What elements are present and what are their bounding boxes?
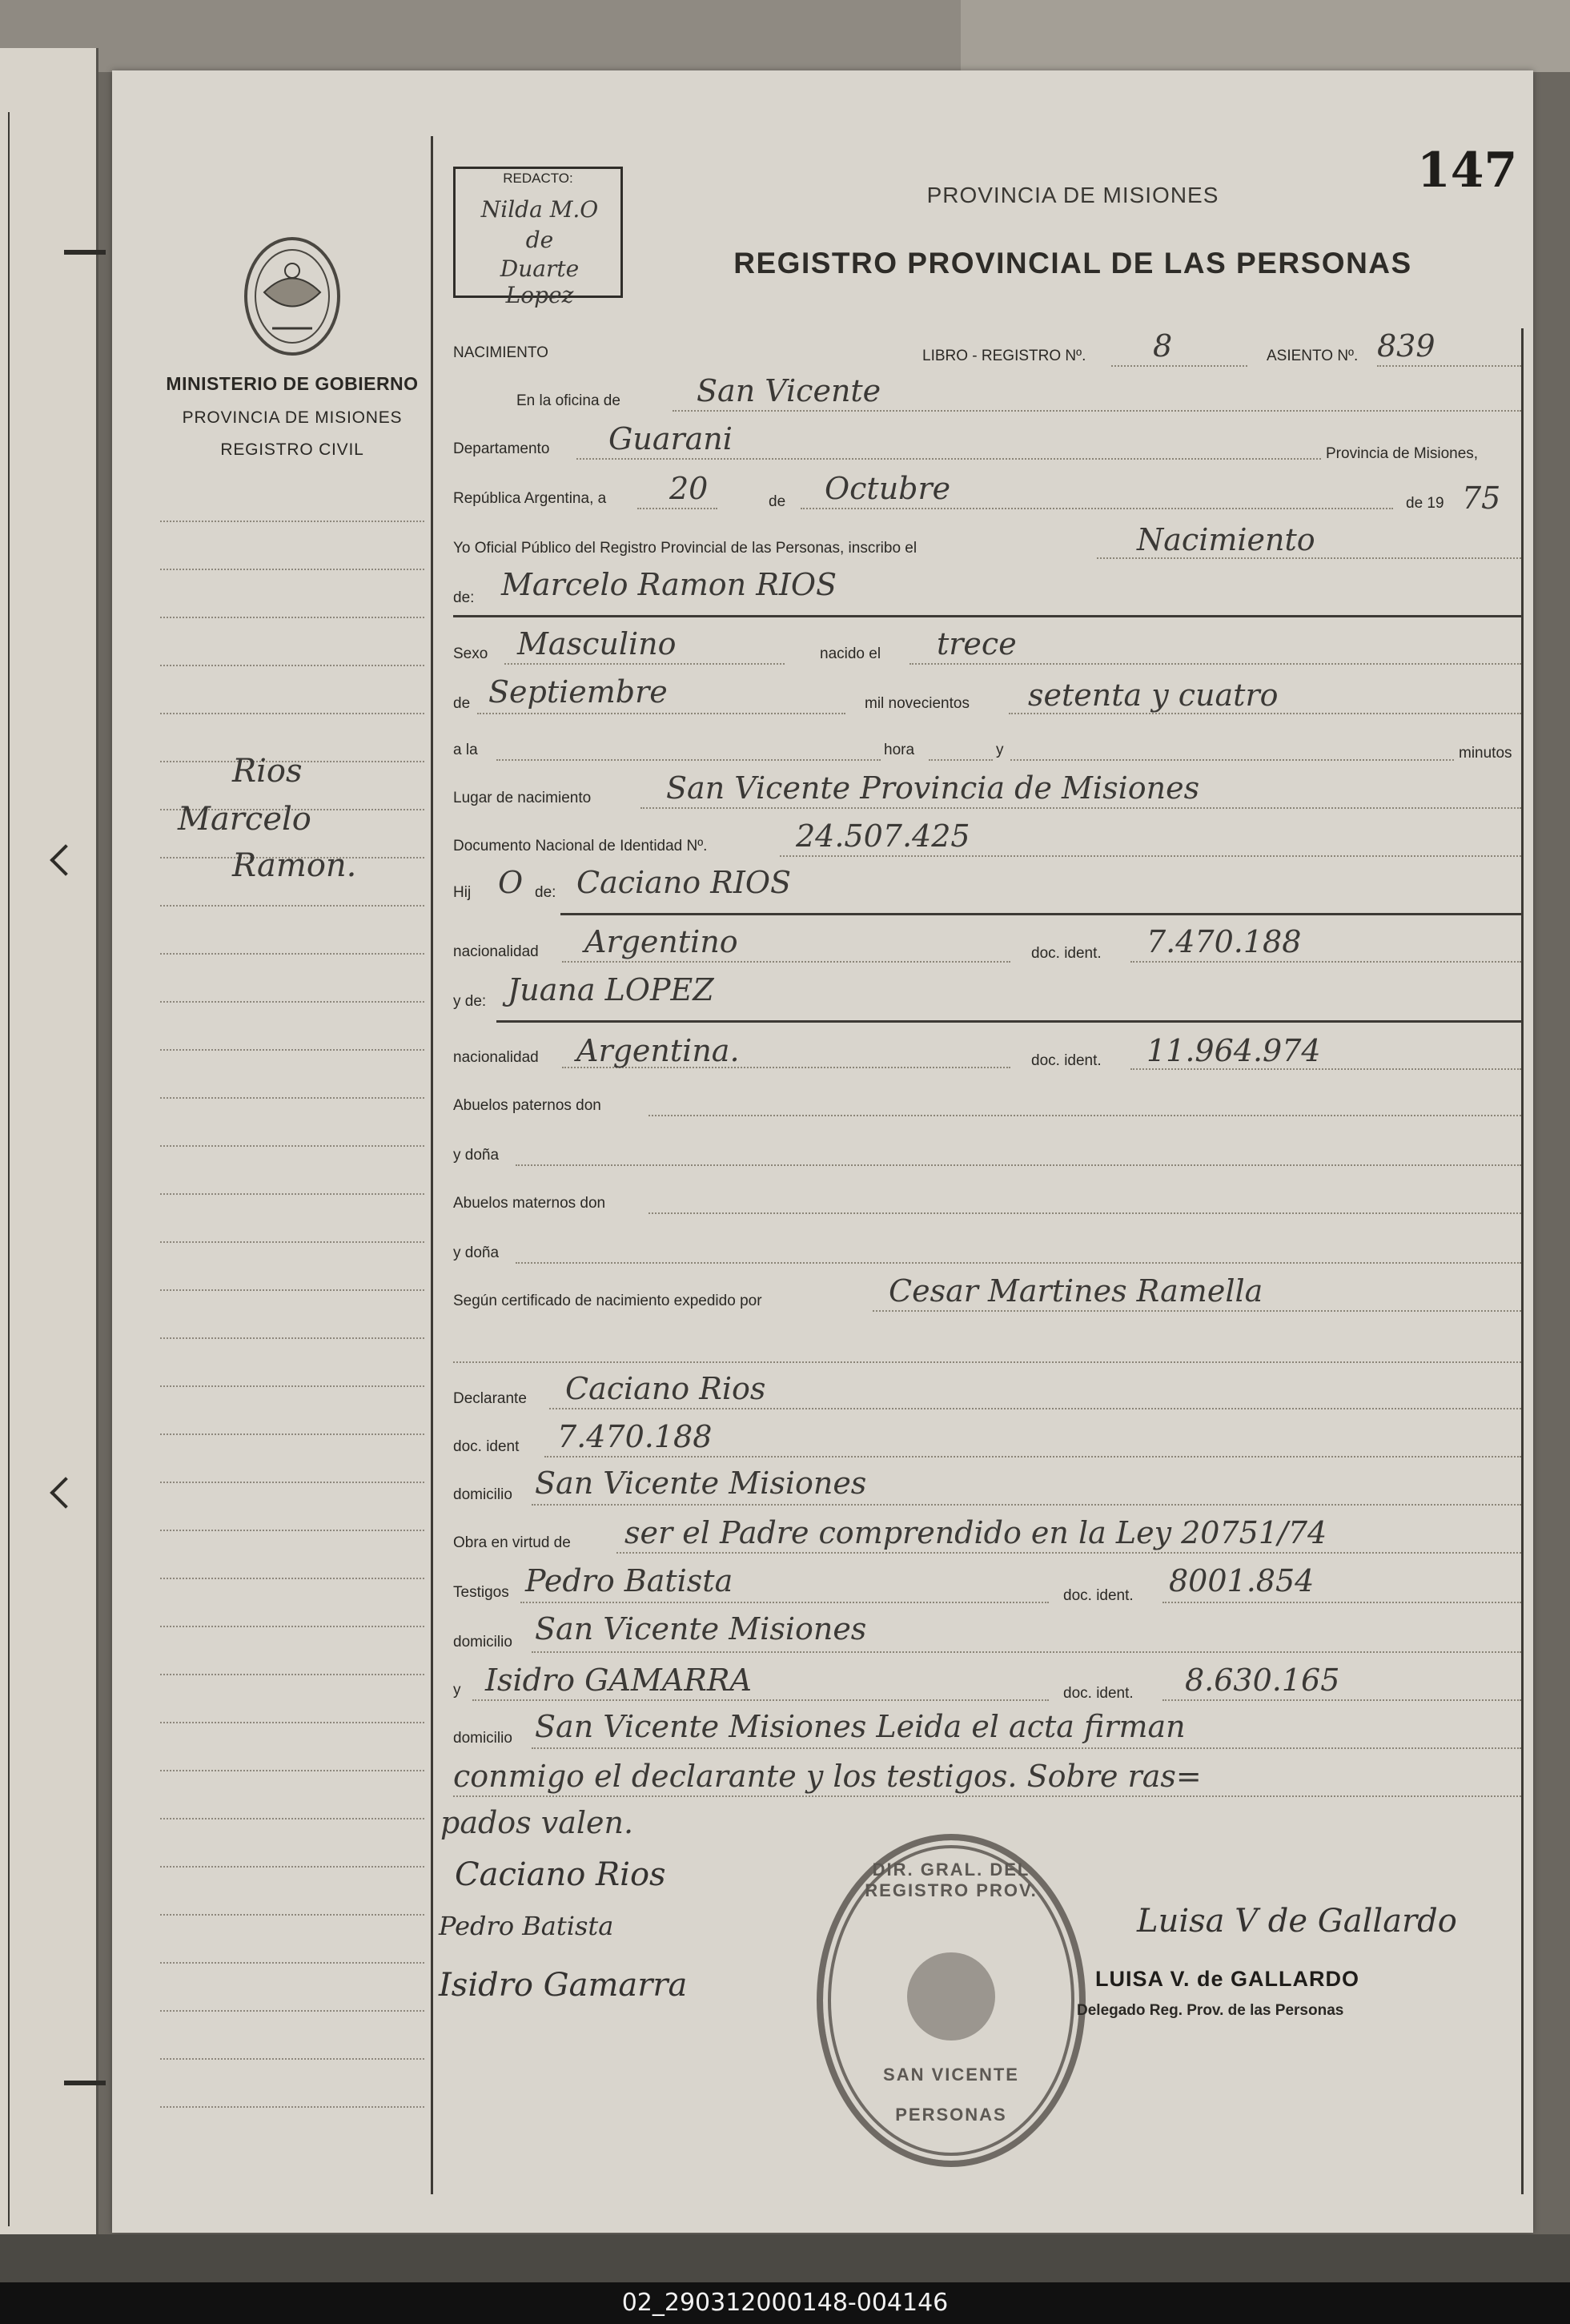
testigo2-dom-label: domicilio xyxy=(453,1730,512,1747)
margin-dotted-line xyxy=(160,2106,424,2108)
lugar-label: Lugar de nacimiento xyxy=(453,790,592,806)
anio-value: 75 xyxy=(1462,480,1501,516)
dotted-fill-line xyxy=(780,855,1521,857)
signature-testigo-1: Pedro Batista xyxy=(439,1911,614,1941)
section-rule xyxy=(453,615,1521,617)
testigo2-value: Isidro GAMARRA xyxy=(485,1663,752,1698)
section-rule xyxy=(496,1020,1521,1023)
oficina-value: San Vicente xyxy=(697,373,881,408)
hij-label: Hij xyxy=(453,884,472,901)
margin-dotted-line xyxy=(160,713,424,714)
cierre-line-1: conmigo el declarante y los testigos. Sobre ras= xyxy=(453,1759,1202,1794)
dia-value: 20 xyxy=(669,471,709,506)
anio-nac-value: setenta y cuatro xyxy=(1028,677,1279,713)
dotted-fill-line xyxy=(1009,713,1521,714)
dotted-fill-line xyxy=(1111,365,1247,367)
margin-dotted-line xyxy=(160,1482,424,1483)
margin-dotted-line xyxy=(160,1289,424,1291)
page-number: 147 xyxy=(1417,143,1518,199)
certificado-label: Según certificado de nacimiento expedido por xyxy=(453,1293,762,1309)
binder-ring-bottom xyxy=(64,2081,106,2085)
abuelos-paternos-label: Abuelos paternos don xyxy=(453,1097,601,1114)
margin-dotted-line xyxy=(160,2058,424,2060)
padre-nac-label: nacionalidad xyxy=(453,943,539,960)
margin-dotted-line xyxy=(160,1818,424,1819)
signature-testigo-2: Isidro Gamarra xyxy=(439,1967,688,2004)
dotted-fill-line xyxy=(516,1262,1521,1264)
signature-declarante: Caciano Rios xyxy=(455,1856,666,1893)
margin-dotted-line xyxy=(160,1241,424,1243)
lugar-value: San Vicente Provincia de Misiones xyxy=(666,770,1200,806)
margin-dotted-line xyxy=(160,1433,424,1435)
margin-dotted-line xyxy=(160,521,424,522)
dotted-fill-line xyxy=(616,1552,1521,1554)
cierre-line-2: pados valen. xyxy=(440,1805,634,1840)
province-heading: PROVINCIA DE MISIONES xyxy=(926,183,1219,207)
margin-dotted-line xyxy=(160,1770,424,1771)
padre-value: Caciano RIOS xyxy=(576,865,792,900)
dotted-fill-line xyxy=(516,1164,1521,1166)
sexo-value: Masculino xyxy=(517,626,677,661)
hora-label: hora xyxy=(884,742,915,758)
obra-value: ser el Padre comprendido en la Ley 20751/74 xyxy=(624,1515,1327,1550)
margin-dotted-line xyxy=(160,1193,424,1195)
republica-label: República Argentina, a xyxy=(453,490,607,507)
mil-label: mil novecientos xyxy=(865,695,970,712)
official-name: LUISA V. de GALLARDO xyxy=(1095,1967,1360,1991)
dotted-fill-line xyxy=(1162,1699,1521,1701)
redacto-line-1: Nilda M.O xyxy=(480,196,599,223)
margin-dotted-line xyxy=(160,1962,424,1964)
binder-ring-top xyxy=(64,250,106,255)
stamp-bottom-text: PERSONAS xyxy=(895,2105,1007,2125)
margin-dotted-line xyxy=(160,1049,424,1051)
testigo1-dom-value: San Vicente Misiones xyxy=(535,1611,867,1647)
de4-label: de: xyxy=(535,884,556,901)
abuela-materna-label: y doña xyxy=(453,1244,500,1261)
margin-dotted-line xyxy=(160,905,424,907)
ministry-province: PROVINCIA DE MISIONES xyxy=(182,408,403,427)
dotted-fill-line xyxy=(1162,1602,1521,1603)
margin-dotted-line xyxy=(160,1097,424,1099)
dotted-fill-line xyxy=(562,961,1010,963)
margin-dotted-line xyxy=(160,2010,424,2012)
abuela-paterna-label: y doña xyxy=(453,1147,500,1164)
stamp-middle-text: SAN VICENTE xyxy=(883,2065,1019,2085)
section-rule xyxy=(560,913,1521,915)
redacto-line-3: Duarte Lopez xyxy=(500,255,580,308)
margin-given-name: Marcelo xyxy=(178,801,311,838)
redacto-label: REDACTO: xyxy=(503,171,573,186)
sexo-label: Sexo xyxy=(453,645,488,662)
dotted-fill-line xyxy=(648,1115,1521,1116)
certificado-value: Cesar Martines Ramella xyxy=(889,1273,1263,1309)
dotted-fill-line xyxy=(1130,961,1521,963)
margin-dotted-line xyxy=(160,1001,424,1003)
minutos-label: minutos xyxy=(1459,745,1512,762)
libro-label: LIBRO - REGISTRO Nº. xyxy=(922,348,1086,364)
margin-dotted-line xyxy=(160,665,424,666)
padre-nac-value: Argentino xyxy=(584,924,738,959)
asiento-value: 839 xyxy=(1377,328,1435,364)
testigo1-doc-value: 8001.854 xyxy=(1169,1563,1315,1598)
right-border-line xyxy=(1521,328,1524,2194)
redacto-box xyxy=(453,167,623,308)
obra-label: Obra en virtud de xyxy=(453,1534,571,1551)
margin-surname: Rios xyxy=(232,753,303,790)
dotted-fill-line xyxy=(453,1361,1521,1363)
testigo2-doc-value: 8.630.165 xyxy=(1185,1663,1340,1698)
dotted-fill-line xyxy=(576,458,1321,460)
dotted-fill-line xyxy=(1097,557,1521,559)
testigos-label: Testigos xyxy=(453,1584,509,1601)
madre-doc-value: 11.964.974 xyxy=(1146,1033,1321,1068)
mes-value: Octubre xyxy=(825,471,951,506)
photo-background-band xyxy=(961,0,1570,72)
padre-doc-value: 7.470.188 xyxy=(1146,924,1302,959)
dotted-fill-line xyxy=(637,508,717,509)
madre-nac-label: nacionalidad xyxy=(453,1049,539,1066)
testigo2-doc-label: doc. ident. xyxy=(1063,1685,1134,1702)
nombre-value: Marcelo Ramon RIOS xyxy=(501,567,837,602)
margin-dotted-line xyxy=(160,1337,424,1339)
dotted-fill-line xyxy=(472,1699,1049,1701)
dotted-fill-line xyxy=(549,1408,1521,1409)
abuelos-maternos-label: Abuelos maternos don xyxy=(453,1195,606,1212)
dotted-fill-line xyxy=(640,807,1521,809)
dotted-fill-line xyxy=(1377,365,1521,367)
declarante-dom-value: San Vicente Misiones xyxy=(535,1466,867,1501)
margin-dotted-line xyxy=(160,569,424,570)
declarante-doc-value: 7.470.188 xyxy=(557,1419,713,1454)
de2-label: de: xyxy=(453,589,475,606)
padre-doc-label: doc. ident. xyxy=(1031,945,1102,962)
margin-dotted-line xyxy=(160,1626,424,1627)
testigo1-dom-label: domicilio xyxy=(453,1634,512,1651)
dotted-fill-line xyxy=(532,1747,1521,1749)
image-caption: 02_290312000148-004146 xyxy=(0,2282,1570,2324)
madre-nac-value: Argentina. xyxy=(576,1033,740,1068)
margin-second-name: Ramon. xyxy=(232,847,357,884)
margin-dotted-line xyxy=(160,1866,424,1868)
inscribo-value: Nacimiento xyxy=(1137,522,1315,557)
dotted-fill-line xyxy=(453,1795,1521,1797)
official-signature: Luisa V de Gallardo xyxy=(1137,1903,1457,1940)
departamento-label: Departamento xyxy=(453,440,550,457)
provincia-label: Provincia de Misiones, xyxy=(1326,445,1479,462)
stamp-top-text: DIR. GRAL. DEL REGISTRO PROV. xyxy=(865,1860,1038,1900)
nacido-value: trece xyxy=(937,626,1017,661)
margin-dotted-line xyxy=(160,1385,424,1387)
previous-page-edge xyxy=(0,48,98,2258)
testigo1-doc-label: doc. ident. xyxy=(1063,1587,1134,1604)
dotted-fill-line xyxy=(532,1651,1521,1653)
margin-dotted-line xyxy=(160,1674,424,1675)
redacto-line-2: de xyxy=(525,227,554,253)
de-label: de xyxy=(769,493,786,510)
margin-dotted-line xyxy=(160,1145,424,1147)
photo-background-bottom xyxy=(0,2234,1570,2282)
departamento-value: Guarani xyxy=(608,421,733,456)
dotted-fill-line xyxy=(477,713,845,714)
de3-label: de xyxy=(453,695,471,712)
madre-doc-label: doc. ident. xyxy=(1031,1052,1102,1069)
y2-label: y xyxy=(453,1682,461,1699)
declarante-doc-label: doc. ident xyxy=(453,1438,520,1455)
oficina-label: En la oficina de xyxy=(516,392,620,409)
testigo1-value: Pedro Batista xyxy=(525,1563,733,1598)
dotted-fill-line xyxy=(520,1602,1049,1603)
a-la-label: a la xyxy=(453,742,478,758)
dni-value: 24.507.425 xyxy=(796,818,970,854)
dotted-fill-line xyxy=(496,759,881,761)
mes-nac-value: Septiembre xyxy=(488,674,668,710)
dotted-fill-line xyxy=(1010,759,1454,761)
y-label: y xyxy=(996,742,1004,758)
margin-dotted-line xyxy=(160,1578,424,1579)
previous-page-rule xyxy=(8,112,10,2226)
seal-emblem-icon xyxy=(907,1952,995,2041)
dotted-fill-line xyxy=(532,1504,1521,1506)
dotted-fill-line xyxy=(873,1310,1521,1312)
margin-dotted-line xyxy=(160,1530,424,1531)
asiento-label: ASIENTO Nº. xyxy=(1267,348,1359,364)
nacido-label: nacido el xyxy=(820,645,881,662)
nacimiento-label: NACIMIENTO xyxy=(453,344,548,361)
yde-label: y de: xyxy=(453,993,487,1010)
margin-dotted-line xyxy=(160,1722,424,1723)
hij-suffix: O xyxy=(498,865,524,900)
declarante-dom-label: domicilio xyxy=(453,1486,512,1503)
declarante-value: Caciano Rios xyxy=(565,1371,766,1406)
province-shield-icon xyxy=(240,232,344,360)
official-title: Delegado Reg. Prov. de las Personas xyxy=(1077,2002,1344,2019)
dotted-fill-line xyxy=(909,663,1521,665)
ministry-office: REGISTRO CIVIL xyxy=(220,440,364,459)
margin-dotted-line xyxy=(160,617,424,618)
margin-dotted-line xyxy=(160,953,424,955)
anio-prefix-label: de 19 xyxy=(1406,495,1444,512)
dotted-fill-line xyxy=(544,1456,1521,1458)
registry-heading: REGISTRO PROVINCIAL DE LAS PERSONAS xyxy=(733,247,1412,279)
testigo2-dom-value: San Vicente Misiones Leida el acta firman xyxy=(535,1709,1186,1744)
dni-label: Documento Nacional de Identidad Nº. xyxy=(453,838,708,854)
registry-seal-stamp xyxy=(817,1834,1086,2167)
dotted-fill-line xyxy=(801,508,1393,509)
libro-value: 8 xyxy=(1153,328,1173,364)
declarante-label: Declarante xyxy=(453,1390,527,1407)
dotted-fill-line xyxy=(648,1212,1521,1214)
dotted-fill-line xyxy=(1130,1068,1521,1070)
madre-value: Juana LOPEZ xyxy=(508,972,714,1007)
margin-dotted-line xyxy=(160,1914,424,1916)
margin-divider-line xyxy=(431,136,433,2194)
ministry-name: MINISTERIO DE GOBIERNO xyxy=(166,373,419,394)
dotted-fill-line xyxy=(504,663,785,665)
dotted-fill-line xyxy=(929,759,993,761)
oficial-label: Yo Oficial Público del Registro Provincial de las Personas, inscribo el xyxy=(453,540,918,557)
dotted-fill-line xyxy=(673,410,1521,412)
